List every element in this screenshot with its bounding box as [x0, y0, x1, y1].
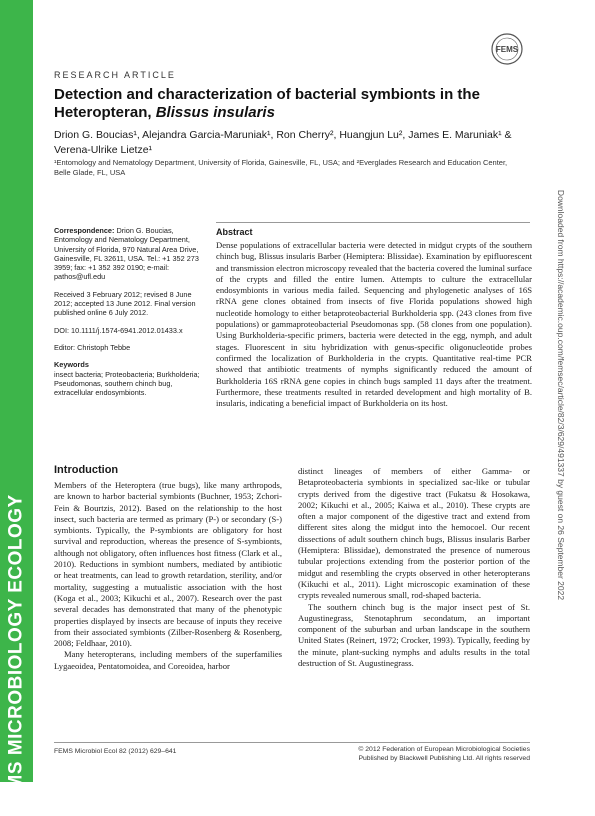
journal-name-vertical — [2, 494, 32, 816]
author-list: Drion G. Boucias¹, Alejandra Garcia-Maruniak¹, Ron Cherry², Huangjun Lu², James E. Maruniak¹ & Verena-Ulrike Lietze¹ — [54, 129, 512, 156]
body-column-right — [298, 466, 530, 669]
footer-divider — [54, 742, 530, 743]
title-italic: Blissus insularis — [155, 104, 275, 121]
footer-copyright — [330, 746, 530, 763]
footer-citation: FEMS Microbiol Ecol 82 (2012) 629–641 — [54, 748, 177, 755]
article-dates: Received 3 February 2012; revised 8 June 2012; accepted 13 June 2012. Final version published online 6 July 2012. — [54, 289, 196, 318]
download-watermark — [554, 189, 568, 601]
publisher-line: Published by Blackwell Publishing Ltd. All rights reserved — [358, 754, 530, 762]
paragraph: Many heteropterans, including members of the superfamilies Lygaeoidea, Pentatomoidea, and Coreoidea, harbor — [54, 649, 282, 671]
doi: DOI: 10.1111/j.1574-6941.2012.01433.x — [54, 325, 183, 335]
paragraph: The southern chinch bug is the major insect pest of St. Augustinegrass, Stenotaphrum secondatum, an important component of the suburban and urban landscape in the southern United States (Reinert, 1972; Crocker, 1993). Typically, feeding by the minute, plant-sucking nymphs and adults results in the total destruction of St. Augustinegrass. — [298, 601, 530, 669]
journal-name-text: FEMS MICROBIOLOGY ECOLOGY — [6, 494, 28, 816]
paragraph: Members of the Heteroptera (true bugs), like many arthropods, are known to harbor bacterial symbionts (Buchner, 1953; Zchori-Fein & Bourtzis, 2012). Based on the relationship to the host insect, such bacteria are termed as primary (P-) or secondary (S-) symbionts. Typically, the P-symbionts are obligatory for host survival and reproduction, whereas the presence of S-symbionts, although not obligatory, often influences host fitness (Clark et al., 2010). Reductions in symbiont numbers, mediated by antibiotic or heat treatments, can lead to growth retardation, sterility, and/or mortality, suggesting a mutualistic association with the host (Koga et al., 2003; Kikuchi et al., 2007). Research over the past several decades has demonstrated that many of the phenotypic properties displayed by insects are because of inputs they receive from their associated symbionts (Zilber-Rosenberg & Rosenberg, 2008; Feldhaar, 2010). — [54, 480, 282, 649]
article-title — [54, 86, 534, 122]
title-main: Detection and characterization of bacterial symbionts in the Heteropteran, — [54, 86, 480, 121]
abstract-heading: Abstract — [216, 227, 253, 237]
article-info-column — [54, 226, 204, 405]
correspondence-text: Drion G. Boucias, Entomology and Nematology Department, University of Florida, 970 Natural Area Drive, Gainesville, FL 32611, USA. Tel.: +1 352 273 3959; fax: +1 352 392 0190; e-mail: pathos@ufl.edu — [54, 226, 199, 282]
abstract-text: Dense populations of extracellular bacteria were detected in midgut crypts of the southern chinch bug, Blissus insularis Barber (Hemiptera: Blissidae). Examination by epifluorescent and transmission electron microscopy revealed that the bacteria covered the luminal surface of the crypts and filled the entire lumen. Attempts to culture the extracellular endosymbionts in various media failed. Sequencing and phylogenetic analyses of 16S rRNA gene clones obtained from insects of five Florida populations showed high nucleotide homology to either betaproteobacterial Burkholderia spp. (243 clones from five populations) or gammaproteobacterial Pseudomonas spp. (58 clones from one population). Using Burkholderia-specific primers, bacteria were detected in the egg, nymph, and adult stages. Fluorescent in situ hybridization with genus-specific oligonucleotide probes confirmed the localization of Burkholderia in the crypts. Quantitative real-time PCR showed that antibiotic treatments of nymphs significantly reduced the amount of Burkholderia 16S rRNA gene copies in chinch bugs sampled 11 days after the treatment. Furthermore, these treatments resulted in retarded development and high mortality of B. insularis, indicating a beneficial impact of Burkholderia on its host. — [216, 240, 532, 409]
affiliations: ¹Entomology and Nematology Department, University of Florida, Gainesville, FL, USA; and ²Everglades Research and Education Center, Belle Glade, FL, USA — [54, 158, 508, 177]
abstract-divider — [216, 222, 530, 223]
introduction-heading: Introduction — [54, 464, 119, 476]
keywords: insect bacteria; Proteobacteria; Burkholderia; Pseudomonas, southern chinch bug, extracellular endosymbionts. — [54, 369, 200, 398]
download-note-text: Downloaded from https://academic.oup.com/femsec/article/82/3/629/491337 by guest on 26 September 2022 — [556, 189, 567, 601]
article-type: RESEARCH ARTICLE — [54, 70, 176, 80]
copyright-line: © 2012 Federation of European Microbiological Societies — [358, 746, 530, 753]
fems-logo-icon — [489, 32, 525, 66]
correspondence-label: Correspondence: — [54, 226, 115, 235]
correspondence — [54, 226, 204, 282]
logo-text: FEMS — [495, 45, 519, 54]
editor: Editor: Christoph Tebbe — [54, 342, 131, 352]
body-column-left — [54, 480, 282, 672]
paragraph: distinct lineages of members of either Gamma- or Betaproteobacteria symbionts in specialized sac-like or tubular crypts derived from the digestive tract (Fukatsu & Hosokawa, 2002; Kikuchi et al., 2005; Kaiwa et al., 2010). These crypts are often a major component of the digestive tract and extend from different sites along the midgut into the hemocoel. Our recent dissections of adult southern chinch bugs, Blissus insularis Barber (Hemiptera: Blissidae), demonstrated the presence of numerous tubular projections extending from the posterior portion of the midgut and resembling the crypts observed in other heteropterans (Kikuchi et al., 2011). Light microscopic examination of these crypts revealed numerous small, rod-shaped bacteria. — [298, 466, 530, 601]
keywords-heading: Keywords — [54, 360, 89, 370]
